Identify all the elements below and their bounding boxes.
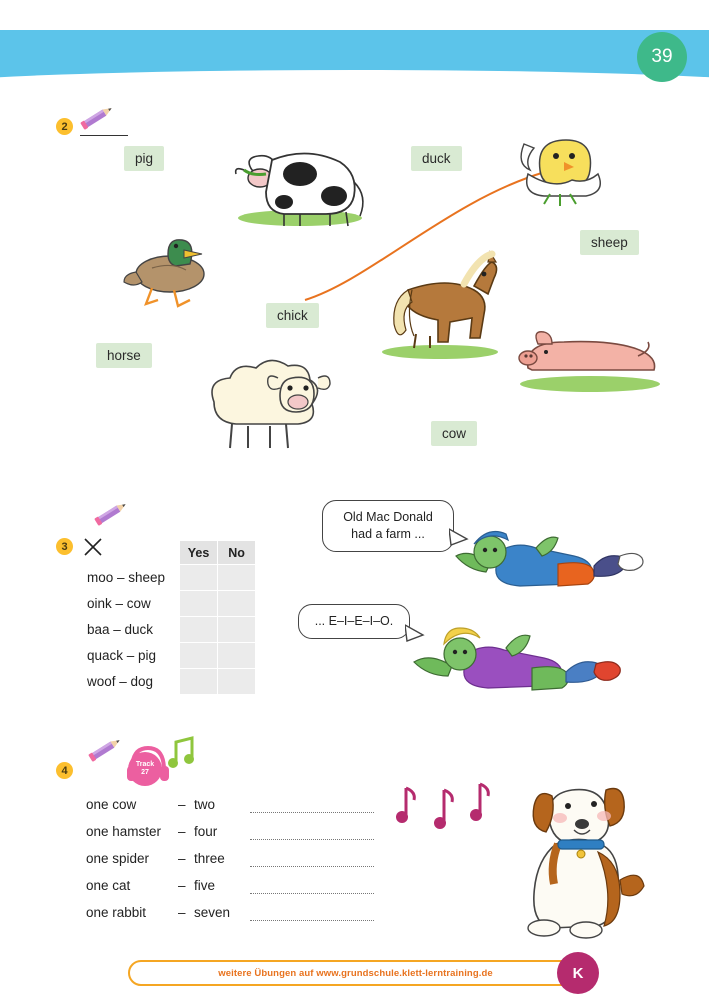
checkbox-cell-no[interactable]: [218, 643, 256, 669]
answer-line-5[interactable]: [250, 920, 374, 921]
table-row: [86, 617, 256, 643]
ex4-dash-2: –: [178, 824, 186, 839]
answer-line-4[interactable]: [250, 893, 374, 894]
pencil-icon: [78, 104, 118, 130]
word-box-pig[interactable]: pig: [124, 146, 164, 171]
checkbox-cell-no[interactable]: [218, 669, 256, 695]
checkbox-cell-yes[interactable]: [180, 565, 218, 591]
ex4-left-1: one cow: [86, 797, 137, 812]
table-row: [86, 669, 256, 695]
checkbox-cell-no[interactable]: [218, 565, 256, 591]
ex4-dash-1: –: [178, 797, 186, 812]
word-box-duck[interactable]: duck: [411, 146, 462, 171]
track-label: Track: [135, 761, 155, 769]
yes-no-table: [86, 540, 256, 695]
flying-child-upper-illustration: [438, 520, 668, 610]
dog-illustration: [494, 770, 654, 950]
answer-line-3[interactable]: [250, 866, 374, 867]
table-row: [86, 565, 256, 591]
speech-bubble-song: [322, 500, 454, 552]
row-label: woof – dog: [87, 674, 154, 689]
row-label-spacer: [86, 541, 180, 565]
column-header-yes: Yes: [180, 541, 218, 565]
pencil-icon: [86, 736, 126, 762]
answer-line-2[interactable]: [250, 839, 374, 840]
table-row: [86, 591, 256, 617]
page-number-badge: 39: [637, 32, 687, 82]
exercise-4-number: 4: [56, 762, 73, 779]
word-box-cow[interactable]: cow: [431, 421, 477, 446]
row-label: moo – sheep: [87, 570, 166, 585]
header-banner: [0, 30, 709, 78]
ex4-right-1: two: [194, 797, 216, 812]
ex4-left-5: one rabbit: [86, 905, 147, 920]
track-number: 27: [141, 769, 149, 776]
checkbox-cell-yes[interactable]: [180, 591, 218, 617]
ex4-right-2: four: [194, 824, 218, 839]
chick-illustration: [510, 118, 620, 208]
exercise-3-number: 3: [56, 538, 73, 555]
table-header-row: [86, 541, 256, 565]
cow-illustration: [222, 130, 382, 240]
ex4-left-4: one cat: [86, 878, 131, 893]
ex4-dash-5: –: [178, 905, 186, 920]
word-box-horse[interactable]: horse: [96, 343, 152, 368]
checkbox-cell-no[interactable]: [218, 617, 256, 643]
speech-bubble-eieio: [298, 604, 410, 639]
ex4-left-2: one hamster: [86, 824, 162, 839]
sheep-illustration: [192, 348, 337, 463]
horse-illustration: [378, 240, 513, 365]
column-header-no: No: [218, 541, 256, 565]
pencil-icon: [92, 500, 132, 526]
ex4-right-5: seven: [194, 905, 231, 920]
row-label: quack – pig: [87, 648, 157, 663]
speech-line-3: ... E–I–E–I–O.: [314, 614, 394, 628]
publisher-logo: K: [557, 952, 599, 994]
exercise-2-number: 2: [56, 118, 73, 135]
speech-line-2: had a farm ...: [351, 526, 425, 541]
ex4-dash-3: –: [178, 851, 186, 866]
checkbox-cell-yes[interactable]: [180, 617, 218, 643]
footer-text[interactable]: weitere Übungen auf www.grundschule.klett-lerntraining.de: [218, 967, 493, 979]
track-badge: [128, 752, 162, 786]
ex4-right-3: three: [194, 851, 225, 866]
word-box-chick[interactable]: chick: [266, 303, 319, 328]
exercise-2-rule-line: [80, 135, 128, 136]
row-label: baa – duck: [87, 622, 154, 637]
table-row: [86, 643, 256, 669]
pig-illustration: [512, 312, 667, 397]
checkbox-cell-yes[interactable]: [180, 669, 218, 695]
flying-child-lower-illustration: [404, 612, 654, 708]
ex4-right-4: five: [194, 878, 216, 893]
footer-bar: [128, 960, 583, 986]
word-box-sheep[interactable]: sheep: [580, 230, 639, 255]
ex4-left-3: one spider: [86, 851, 150, 866]
duck-illustration: [118, 228, 228, 318]
music-notes-icon: [392, 780, 502, 840]
row-label: oink – cow: [87, 596, 151, 611]
speech-line-1: Old Mac Donald: [343, 510, 433, 524]
checkbox-cell-yes[interactable]: [180, 643, 218, 669]
checkbox-cell-no[interactable]: [218, 591, 256, 617]
ex4-dash-4: –: [178, 878, 186, 893]
music-note-icon: [166, 734, 202, 770]
answer-line-1[interactable]: [250, 812, 374, 813]
